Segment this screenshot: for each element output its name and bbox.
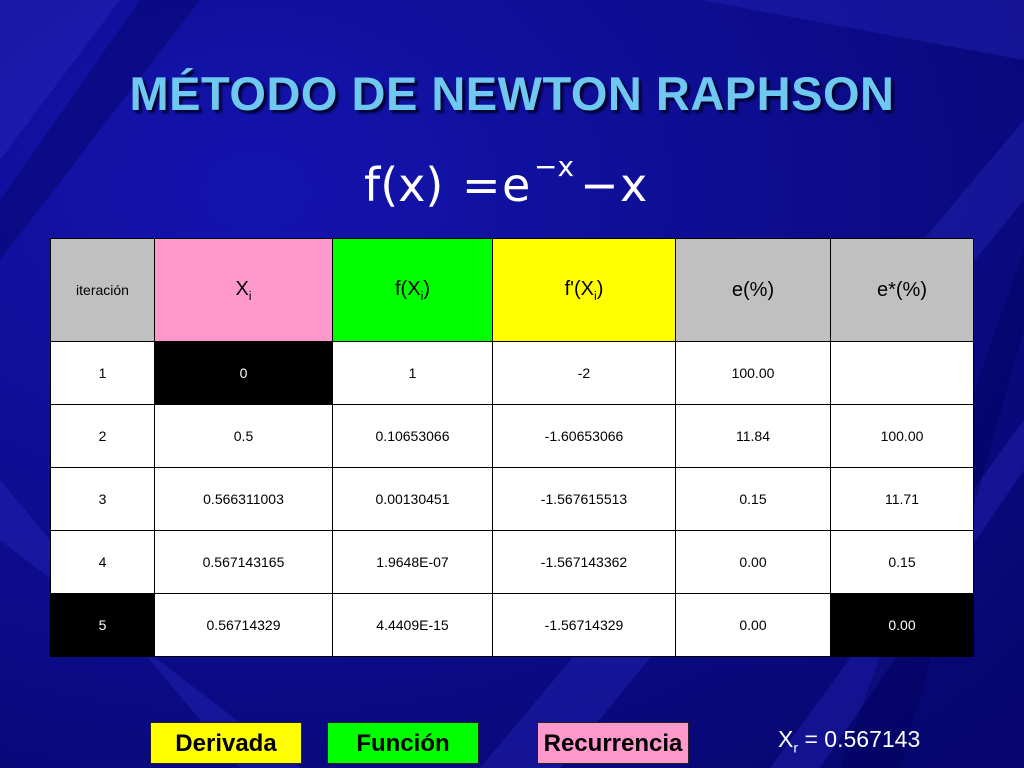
- table-cell: 0.00: [676, 594, 831, 657]
- table-cell-highlight: 5: [51, 594, 155, 657]
- table-cell: 3: [51, 468, 155, 531]
- table-cell: 100.00: [831, 405, 974, 468]
- formula-var: x: [620, 158, 648, 212]
- table-cell: 2: [51, 405, 155, 468]
- formula-base: e: [502, 158, 531, 212]
- table-cell: 11.71: [831, 468, 974, 531]
- table-cell: 0.566311003: [155, 468, 333, 531]
- table-cell: [831, 342, 974, 405]
- table-cell: -1.60653066: [493, 405, 676, 468]
- table-row: [51, 342, 974, 405]
- result-value: = 0.567143: [798, 726, 921, 752]
- table-row: [51, 468, 974, 531]
- table-cell: 11.84: [676, 405, 831, 468]
- table-cell-highlight: 0.00: [831, 594, 974, 657]
- table-cell: 1: [333, 342, 493, 405]
- table-cell: 4.4409E-15: [333, 594, 493, 657]
- table-cell: 0.00130451: [333, 468, 493, 531]
- header-iteracion: iteración: [51, 239, 155, 342]
- table-row: [51, 594, 974, 657]
- result-symbol: X: [778, 726, 794, 752]
- formula-exponent: −x: [534, 150, 575, 183]
- table-row: [51, 531, 974, 594]
- result-sub: r: [793, 740, 799, 757]
- header-dfxi: $f'(X_i)$: [493, 239, 676, 342]
- table-cell: 0.5: [155, 405, 333, 468]
- table-cell: -1.56714329: [493, 594, 676, 657]
- table-cell: 0.56714329: [155, 594, 333, 657]
- table-cell: 1.9648E-07: [333, 531, 493, 594]
- funcion-button[interactable]: Función: [327, 722, 479, 764]
- header-xi: $X_i$: [155, 239, 333, 342]
- formula-lhs: f(x): [364, 158, 444, 212]
- table-cell: 0.15: [676, 468, 831, 531]
- derivada-button[interactable]: Derivada: [150, 722, 302, 764]
- table-row: [51, 405, 974, 468]
- table-cell: -1.567615513: [493, 468, 676, 531]
- recurrencia-button[interactable]: Recurrencia: [537, 722, 689, 764]
- formula-minus: −: [580, 158, 619, 212]
- page-title: MÉTODO DE NEWTON RAPHSON: [129, 67, 895, 120]
- header-fxi: $f(X_i)$: [333, 239, 493, 342]
- iteration-table: [50, 238, 974, 657]
- table-cell: -1.567143362: [493, 531, 676, 594]
- header-error-star: e*(%): [831, 239, 974, 342]
- table-cell: -2: [493, 342, 676, 405]
- table-cell: 1: [51, 342, 155, 405]
- table-cell: 0.567143165: [155, 531, 333, 594]
- table-cell: 100.00: [676, 342, 831, 405]
- table-cell: 0.00: [676, 531, 831, 594]
- result-root: [778, 726, 920, 757]
- table-cell-highlight: 0: [155, 342, 333, 405]
- formula-equals: =: [462, 158, 501, 212]
- table-cell: 0.10653066: [333, 405, 493, 468]
- table-header-row: [51, 239, 974, 342]
- header-error: e(%): [676, 239, 831, 342]
- table-cell: 0.15: [831, 531, 974, 594]
- table-cell: 4: [51, 531, 155, 594]
